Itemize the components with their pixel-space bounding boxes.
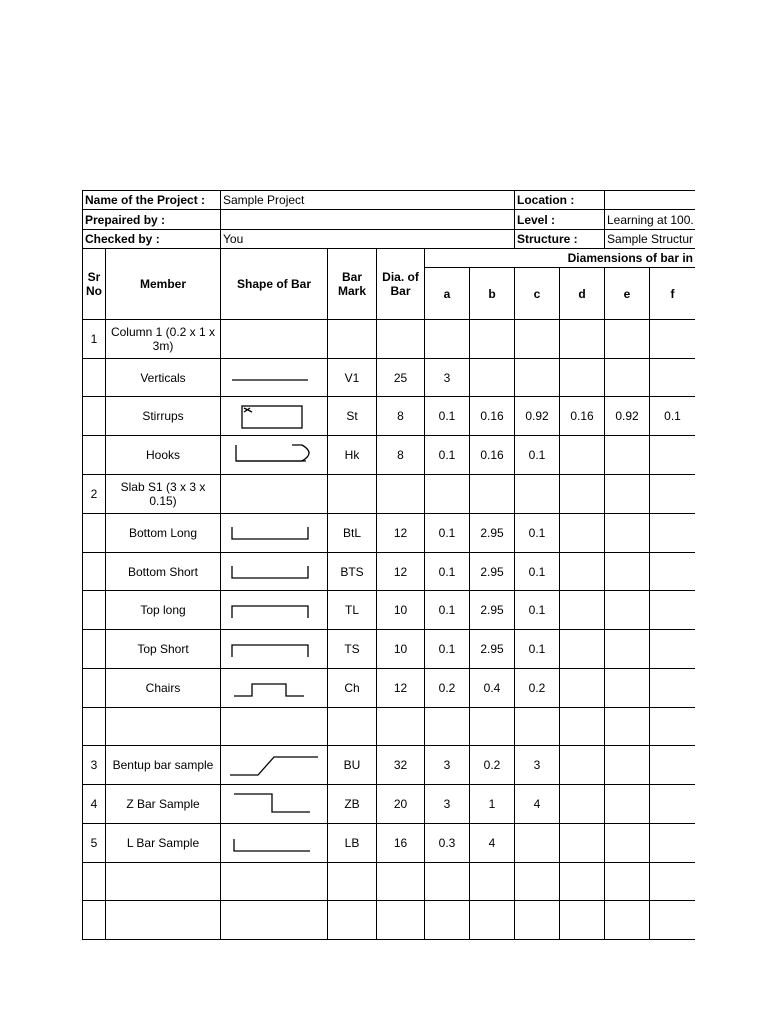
bar-shape-hook	[222, 437, 326, 473]
bar-shape-u-bar	[222, 554, 326, 590]
cell-a: 3	[424, 745, 470, 785]
cell-a	[424, 474, 470, 514]
cell-b	[469, 319, 515, 359]
cell-sr	[82, 862, 106, 901]
level-value: Learning at 100.	[604, 209, 695, 230]
project-value: Sample Project	[220, 190, 515, 210]
cell-dia	[376, 474, 425, 514]
cell-mark: TS	[327, 629, 377, 669]
col-shape-of-bar: Shape of Bar	[220, 248, 328, 320]
cell-e	[604, 590, 650, 630]
location-label: Location :	[514, 190, 605, 210]
cell-e	[604, 784, 650, 824]
cell-e: 0.92	[604, 396, 650, 436]
cell-e	[604, 823, 650, 863]
col-bar-mark: Bar Mark	[327, 248, 377, 320]
cell-c	[514, 358, 560, 397]
cell-mark: Ch	[327, 668, 377, 708]
cell-mark: V1	[327, 358, 377, 397]
cell-mark: BU	[327, 745, 377, 785]
cell-mark: BTS	[327, 552, 377, 591]
project-label: Name of the Project :	[82, 190, 221, 210]
cell-d	[559, 823, 605, 863]
cell-member: Top Short	[105, 629, 221, 669]
checked-value: You	[220, 229, 515, 249]
cell-f	[649, 668, 695, 708]
cell-d	[559, 668, 605, 708]
shape-cell	[220, 862, 328, 901]
cell-d	[559, 319, 605, 359]
cell-c	[514, 474, 560, 514]
cell-a: 0.1	[424, 552, 470, 591]
cell-e	[604, 862, 650, 901]
cell-e	[604, 513, 650, 553]
cell-c: 3	[514, 745, 560, 785]
cell-f	[649, 784, 695, 824]
bar-shape-bentup	[222, 747, 326, 783]
cell-sr	[82, 590, 106, 630]
cell-e	[604, 668, 650, 708]
cell-dia: 10	[376, 590, 425, 630]
level-label: Level :	[514, 209, 605, 230]
checked-label: Checked by :	[82, 229, 221, 249]
cell-c: 0.92	[514, 396, 560, 436]
cell-d	[559, 745, 605, 785]
cell-sr: 1	[82, 319, 106, 359]
shape-cell	[220, 707, 328, 746]
cell-sr	[82, 668, 106, 708]
cell-mark: LB	[327, 823, 377, 863]
structure-label: Structure :	[514, 229, 605, 249]
cell-e	[604, 435, 650, 475]
cell-f	[649, 474, 695, 514]
cell-mark	[327, 900, 377, 940]
cell-b: 0.16	[469, 435, 515, 475]
cell-f	[649, 629, 695, 669]
cell-b: 2.95	[469, 629, 515, 669]
shape-cell	[220, 784, 328, 824]
cell-d	[559, 629, 605, 669]
cell-mark: St	[327, 396, 377, 436]
col-dimensions-title: Diamensions of bar in	[424, 248, 695, 268]
cell-a: 0.1	[424, 513, 470, 553]
cell-sr	[82, 396, 106, 436]
shape-cell	[220, 319, 328, 359]
cell-mark: ZB	[327, 784, 377, 824]
cell-sr: 4	[82, 784, 106, 824]
cell-b: 2.95	[469, 552, 515, 591]
cell-d	[559, 435, 605, 475]
cell-sr: 5	[82, 823, 106, 863]
cell-member	[105, 900, 221, 940]
prepared-label: Prepaired by :	[82, 209, 221, 230]
shape-cell	[220, 590, 328, 630]
cell-member: Verticals	[105, 358, 221, 397]
cell-sr	[82, 629, 106, 669]
cell-dia: 20	[376, 784, 425, 824]
cell-member: Z Bar Sample	[105, 784, 221, 824]
cell-c: 4	[514, 784, 560, 824]
cell-c: 0.1	[514, 629, 560, 669]
cell-e	[604, 707, 650, 746]
cell-member: Slab S1 (3 x 3 x 0.15)	[105, 474, 221, 514]
bar-shape-z-bar	[222, 786, 326, 822]
col-dim-f: f	[649, 267, 695, 320]
cell-a: 3	[424, 358, 470, 397]
cell-d	[559, 474, 605, 514]
cell-d	[559, 900, 605, 940]
shape-cell	[220, 513, 328, 553]
cell-d	[559, 358, 605, 397]
cell-a: 0.3	[424, 823, 470, 863]
cell-f	[649, 745, 695, 785]
cell-dia	[376, 707, 425, 746]
bar-shape-chair	[222, 670, 326, 706]
cell-b: 2.95	[469, 513, 515, 553]
cell-member: Top long	[105, 590, 221, 630]
cell-b	[469, 862, 515, 901]
cell-d	[559, 513, 605, 553]
cell-c	[514, 707, 560, 746]
cell-member: Bottom Short	[105, 552, 221, 591]
col-dim-b: b	[469, 267, 515, 320]
shape-cell	[220, 900, 328, 940]
cell-dia: 25	[376, 358, 425, 397]
cell-e	[604, 745, 650, 785]
cell-f	[649, 823, 695, 863]
cell-f	[649, 319, 695, 359]
bar-shape-l-bar	[222, 825, 326, 861]
bar-shape-straight	[222, 360, 326, 396]
prepared-value	[220, 209, 515, 230]
cell-e	[604, 552, 650, 591]
cell-b: 0.2	[469, 745, 515, 785]
shape-cell	[220, 396, 328, 436]
cell-member: L Bar Sample	[105, 823, 221, 863]
cell-f	[649, 513, 695, 553]
cell-e	[604, 629, 650, 669]
cell-sr	[82, 435, 106, 475]
cell-e	[604, 900, 650, 940]
col-dim-e: e	[604, 267, 650, 320]
cell-dia: 8	[376, 435, 425, 475]
cell-dia: 12	[376, 668, 425, 708]
cell-b	[469, 358, 515, 397]
cell-dia: 12	[376, 552, 425, 591]
cell-d	[559, 552, 605, 591]
shape-cell	[220, 668, 328, 708]
col-member: Member	[105, 248, 221, 320]
cell-a	[424, 707, 470, 746]
cell-f	[649, 552, 695, 591]
shape-cell	[220, 474, 328, 514]
col-dim-a: a	[424, 267, 470, 320]
cell-b: 0.4	[469, 668, 515, 708]
cell-e	[604, 319, 650, 359]
cell-c: 0.1	[514, 435, 560, 475]
cell-member: Column 1 (0.2 x 1 x 3m)	[105, 319, 221, 359]
cell-dia	[376, 319, 425, 359]
structure-value: Sample Structur	[604, 229, 695, 249]
col-dim-c: c	[514, 267, 560, 320]
bar-shape-stirrup	[222, 398, 326, 434]
cell-b: 4	[469, 823, 515, 863]
cell-b	[469, 900, 515, 940]
bar-shape-n-bar	[222, 631, 326, 667]
cell-dia: 16	[376, 823, 425, 863]
cell-member: Chairs	[105, 668, 221, 708]
cell-a: 0.1	[424, 435, 470, 475]
cell-dia: 32	[376, 745, 425, 785]
cell-f	[649, 707, 695, 746]
cell-sr	[82, 707, 106, 746]
shape-cell	[220, 435, 328, 475]
cell-dia: 8	[376, 396, 425, 436]
cell-a: 0.1	[424, 629, 470, 669]
cell-a: 3	[424, 784, 470, 824]
cell-a: 0.1	[424, 396, 470, 436]
cell-dia	[376, 900, 425, 940]
cell-dia	[376, 862, 425, 901]
cell-sr	[82, 513, 106, 553]
cell-d	[559, 707, 605, 746]
cell-b	[469, 474, 515, 514]
location-value	[604, 190, 695, 210]
cell-sr: 3	[82, 745, 106, 785]
shape-cell	[220, 745, 328, 785]
bar-shape-u-bar	[222, 515, 326, 551]
cell-e	[604, 358, 650, 397]
cell-d: 0.16	[559, 396, 605, 436]
cell-sr	[82, 900, 106, 940]
cell-d	[559, 590, 605, 630]
cell-f: 0.1	[649, 396, 695, 436]
cell-member	[105, 862, 221, 901]
cell-c	[514, 319, 560, 359]
cell-c	[514, 823, 560, 863]
cell-d	[559, 862, 605, 901]
cell-mark	[327, 707, 377, 746]
cell-member: Hooks	[105, 435, 221, 475]
cell-b: 0.16	[469, 396, 515, 436]
cell-c: 0.1	[514, 590, 560, 630]
cell-f	[649, 358, 695, 397]
cell-c: 0.1	[514, 552, 560, 591]
cell-c	[514, 862, 560, 901]
shape-cell	[220, 823, 328, 863]
cell-e	[604, 474, 650, 514]
cell-member	[105, 707, 221, 746]
cell-a: 0.1	[424, 590, 470, 630]
cell-f	[649, 900, 695, 940]
cell-member: Stirrups	[105, 396, 221, 436]
cell-c: 0.1	[514, 513, 560, 553]
cell-c: 0.2	[514, 668, 560, 708]
cell-f	[649, 590, 695, 630]
cell-member: Bentup bar sample	[105, 745, 221, 785]
shape-cell	[220, 552, 328, 591]
cell-mark: BtL	[327, 513, 377, 553]
cell-b: 1	[469, 784, 515, 824]
cell-a	[424, 900, 470, 940]
cell-a	[424, 862, 470, 901]
cell-sr: 2	[82, 474, 106, 514]
cell-mark	[327, 862, 377, 901]
shape-cell	[220, 358, 328, 397]
col-dim-d: d	[559, 267, 605, 320]
cell-a	[424, 319, 470, 359]
cell-b: 2.95	[469, 590, 515, 630]
cell-mark: Hk	[327, 435, 377, 475]
cell-a: 0.2	[424, 668, 470, 708]
cell-c	[514, 900, 560, 940]
cell-sr	[82, 358, 106, 397]
cell-mark: TL	[327, 590, 377, 630]
cell-member: Bottom Long	[105, 513, 221, 553]
cell-sr	[82, 552, 106, 591]
cell-f	[649, 862, 695, 901]
cell-dia: 10	[376, 629, 425, 669]
col-dia-of-bar: Dia. of Bar	[376, 248, 425, 320]
col-sr-no: Sr No	[82, 248, 106, 320]
cell-d	[559, 784, 605, 824]
cell-mark	[327, 319, 377, 359]
bar-shape-n-bar	[222, 592, 326, 628]
cell-dia: 12	[376, 513, 425, 553]
shape-cell	[220, 629, 328, 669]
cell-mark	[327, 474, 377, 514]
cell-f	[649, 435, 695, 475]
cell-b	[469, 707, 515, 746]
